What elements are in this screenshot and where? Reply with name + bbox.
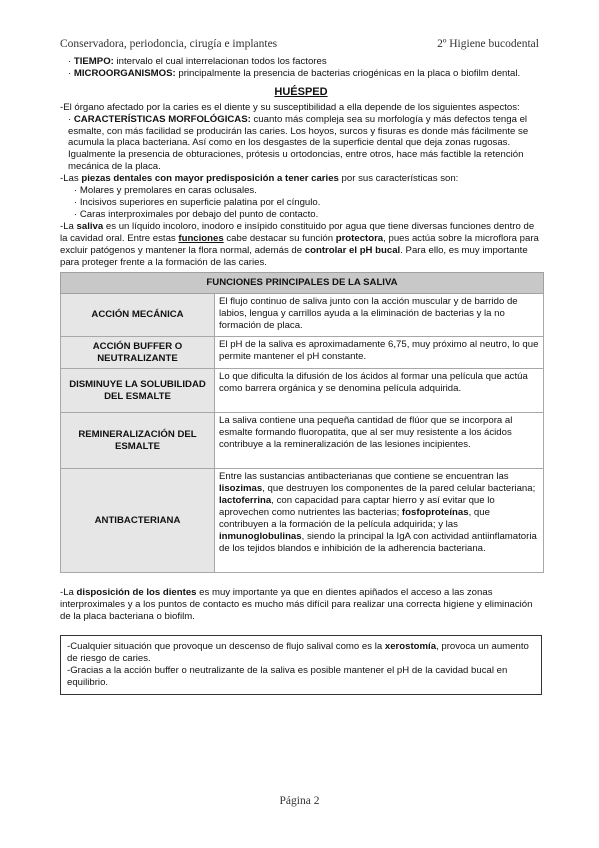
table-row: [61, 337, 544, 369]
table-row: [61, 294, 544, 337]
table-title: FUNCIONES PRINCIPALES DE LA SALIVA: [61, 273, 544, 294]
table-key: DISMINUYE LA SOLUBILIDAD DEL ESMALTE: [61, 369, 215, 413]
note-xerostomia: -Cualquier situación que provoque un descenso de flujo salival como es la xerostomía, provoca un aumento de riesgo de caries.: [67, 641, 529, 665]
micro-text: principalmente la presencia de bacterias criogénicas en la placa o biofilm dental.: [175, 67, 521, 79]
tiempo-text: intervalo el cual interrelacionan todos los factores: [113, 56, 327, 67]
table-key: ANTIBACTERIANA: [61, 469, 215, 573]
table-row: [61, 469, 544, 573]
list-item: · Caras interproximales por debajo del punto de contacto.: [74, 208, 319, 220]
disposicion-paragraph: -La disposición de los dientes es muy importante ya que en dientes apiñados el acceso a las zonas interproximales y a los puntos de contacto es mucho más difícil para realizar una correcta higiene y eliminación de la placa bacteriana o biofilm.: [60, 587, 533, 623]
table-row: [61, 369, 544, 413]
morfologia-paragraph: · CARACTERÍSTICAS MORFOLÓGICAS: cuanto más compleja sea su morfología y más defectos tenga el esmalte, con más facilidad se producirán las caries. Los hoyos, surcos y fisuras es donde más fácilmente se acumula la placa bacteriana. Así como en los desgastes de la superficie dental que deja zonas rugosas. Igualmente la presencia de obturaciones, prótesis u ortodoncias, entre otros, hace más factible la retención mecánica de la placa.: [68, 113, 529, 173]
header-grade: 2º Higiene bucodental: [437, 38, 539, 50]
note-buffer: -Gracias a la acción buffer o neutralizante de la saliva es posible mantener el pH de la cavidad bucal en equilibrio.: [67, 664, 508, 688]
tiempo-label: TIEMPO:: [73, 56, 114, 67]
table-value: Entre las sustancias antibacterianas que contiene se encuentran las lisozimas, que destruyen los componentes de la pared celular bacteriana; lactoferrina, con capacidad para captar hierro y así evitar que lo aprovechen como nutrientes las bacterias; fosfoproteínas, que contribuyen a la formación de la película adquirida; y las inmunoglobulinas, siendo la principal la IgA con actividad antiinflamatoria de los tejidos blandos e inhibición de la adherencia bacteriana.: [215, 469, 544, 573]
section-heading-huesped: HUÉSPED: [274, 85, 328, 98]
table-value: El flujo continuo de saliva junto con la acción muscular y de barrido de labios, lengua y carrillos ayuda a la eliminación de bacterias y la no formación de placa.: [215, 294, 544, 337]
table-key: REMINERALIZACIÓN DEL ESMALTE: [61, 413, 215, 469]
page-body: [60, 56, 542, 695]
huesped-intro: -El órgano afectado por la caries es el diente y su susceptibilidad a ella depende de los siguientes aspectos:: [60, 101, 520, 113]
note-box: [60, 635, 542, 695]
saliva-paragraph: -La saliva es un líquido incoloro, inodoro e insípido constituido por agua que tiene diversas funciones dentro de la cavidad oral. Entre estas funciones cabe destacar su función protectora, pues actúa sobre la microflora para excluir patógenos y mantener la flora normal, además de controlar el pH bucal. Para ello, es muy importante para proteger frente a la formación de las caries.: [60, 220, 539, 268]
micro-label: MICROORGANISMOS:: [73, 67, 176, 79]
saliva-functions-table: [60, 272, 544, 573]
table-key: ACCIÓN BUFFER O NEUTRALIZANTE: [61, 337, 215, 369]
page-number: Página 2: [279, 795, 320, 807]
table-value: El pH de la saliva es aproximadamente 6,75, muy próximo al neutro, lo que permite mantener el pH constante.: [215, 337, 544, 369]
piezas-paragraph: -Las piezas dentales con mayor predisposición a tener caries por sus características son:: [60, 173, 459, 185]
table-value: La saliva contiene una pequeña cantidad de flúor que se incorpora al esmalte formando fluoropatita, que al ser muy resistente a los ácidos contribuye a la remineralización de las lesiones incipientes.: [215, 413, 544, 469]
piezas-bold: piezas dentales con mayor predisposición a tener caries: [81, 173, 339, 185]
header-course: Conservadora, periodoncia, cirugía e implantes: [60, 38, 278, 50]
morfologia-label: CARACTERÍSTICAS MORFOLÓGICAS:: [73, 113, 251, 125]
tiempo-paragraph: · TIEMPO: intervalo el cual interrelacionan todos los factores: [68, 56, 327, 67]
table-row: [61, 413, 544, 469]
list-item: · Incisivos superiores en superficie palatina por el cíngulo.: [74, 196, 321, 208]
list-item: · Molares y premolares en caras oclusales.: [74, 185, 257, 197]
table-value: Lo que dificulta la difusión de los ácidos al formar una película que actúa como barrera orgánica y se denomina película adquirida.: [215, 369, 544, 413]
morfologia-text: cuanto más compleja sea su morfología y más defectos tenga el esmalte, con más facilidad se producirán las caries. Los hoyos, surcos y fisuras es donde más fácilmente se acumula la placa bacteriana. Así como en los desgastes de la superficie dental que deja zonas rugosas. Igualmente la presencia de obturaciones, prótesis u ortodoncias, entre otros, hace más factible la retención mecánica de la placa.: [68, 113, 529, 173]
table-key: ACCIÓN MECÁNICA: [61, 294, 215, 337]
micro-paragraph: · MICROORGANISMOS: principalmente la presencia de bacterias criogénicas en la placa o biofilm dental.: [68, 67, 521, 79]
